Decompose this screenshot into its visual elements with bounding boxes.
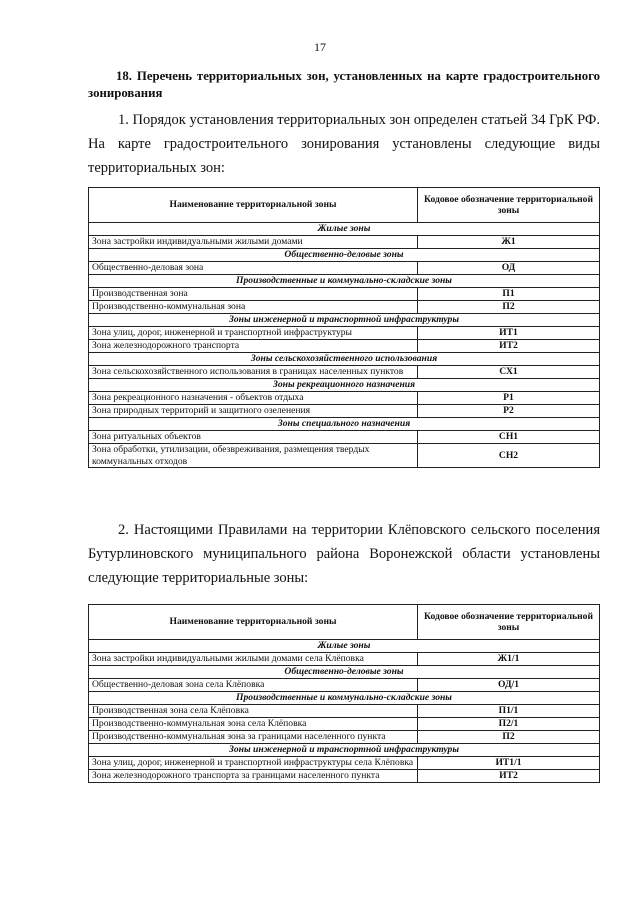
section-label: Жилые зоны — [89, 223, 600, 236]
table-row — [89, 444, 600, 468]
zone-code-cell: ОД — [418, 262, 600, 275]
table-section-row — [89, 353, 600, 366]
zone-code-cell: Р2 — [418, 405, 600, 418]
table-row — [89, 679, 600, 692]
zone-name-cell: Зона улиц, дорог, инженерной и транспортной инфраструктуры села Клёповка — [89, 757, 418, 770]
table-row — [89, 340, 600, 353]
table-section-row — [89, 666, 600, 679]
section-label: Производственные и коммунально-складские зоны — [89, 275, 600, 288]
page-number: 17 — [314, 40, 326, 54]
zone-name-cell: Общественно-деловая зона села Клёповка — [89, 679, 418, 692]
zone-name-cell: Производственная зона села Клёповка — [89, 705, 418, 718]
section-label: Зоны специального назначения — [89, 418, 600, 431]
zones-table-general — [88, 187, 600, 468]
table-row — [89, 327, 600, 340]
section-heading: 18. Перечень территориальных зон, установленных на карте градостроительного зонирования — [88, 69, 600, 100]
zone-name-cell: Производственно-коммунальная зона — [89, 301, 418, 314]
table-row — [89, 236, 600, 249]
zone-name-cell: Зона железнодорожного транспорта — [89, 340, 418, 353]
zone-code-cell: Ж1/1 — [418, 653, 600, 666]
table-section-row — [89, 223, 600, 236]
section-label: Зоны инженерной и транспортной инфраструктуры — [89, 314, 600, 327]
header-zone-code: Кодовое обозначение территориальной зоны — [418, 605, 600, 640]
zone-code-cell: П1/1 — [418, 705, 600, 718]
zone-code-cell: П2 — [418, 301, 600, 314]
table-section-row — [89, 640, 600, 653]
table-row — [89, 705, 600, 718]
zone-code-cell: ОД/1 — [418, 679, 600, 692]
header-zone-name: Наименование территориальной зоны — [89, 188, 418, 223]
table-header-row — [89, 188, 600, 223]
table-section-row — [89, 379, 600, 392]
table-row — [89, 731, 600, 744]
section-label: Общественно-деловые зоны — [89, 666, 600, 679]
zone-name-cell: Зона застройки индивидуальными жилыми домами — [89, 236, 418, 249]
zone-code-cell: ИТ1/1 — [418, 757, 600, 770]
zone-code-cell: ИТ2 — [418, 340, 600, 353]
table-section-row — [89, 314, 600, 327]
table-section-row — [89, 249, 600, 262]
zone-code-cell: ИТ1 — [418, 327, 600, 340]
zone-name-cell: Общественно-деловая зона — [89, 262, 418, 275]
table-row — [89, 757, 600, 770]
table-section-row — [89, 275, 600, 288]
section-label: Зоны сельскохозяйственного использования — [89, 353, 600, 366]
zone-name-cell: Производственно-коммунальная зона за границами населенного пункта — [89, 731, 418, 744]
zone-code-cell: Ж1 — [418, 236, 600, 249]
table-row — [89, 653, 600, 666]
table-row — [89, 288, 600, 301]
table-section-row — [89, 418, 600, 431]
table-row — [89, 405, 600, 418]
paragraph-2: 2. Настоящими Правилами на территории Клёповского сельского поселения Бутурлиновского муниципального района Воронежской области установлены следующие территориальные зоны: — [88, 522, 600, 586]
zone-code-cell: П2/1 — [418, 718, 600, 731]
zone-code-cell: П2 — [418, 731, 600, 744]
zone-name-cell: Зона ритуальных объектов — [89, 431, 418, 444]
table-row — [89, 718, 600, 731]
table-row — [89, 392, 600, 405]
zone-name-cell: Зона природных территорий и защитного озеленения — [89, 405, 418, 418]
zone-code-cell: Р1 — [418, 392, 600, 405]
section-label: Производственные и коммунально-складские зоны — [89, 692, 600, 705]
zone-code-cell: П1 — [418, 288, 600, 301]
zone-name-cell: Производственная зона — [89, 288, 418, 301]
table-row — [89, 431, 600, 444]
zone-code-cell: СН2 — [418, 444, 600, 468]
table-row — [89, 262, 600, 275]
section-label: Жилые зоны — [89, 640, 600, 653]
zones-table-klepovka — [88, 604, 600, 783]
zone-name-cell: Зона улиц, дорог, инженерной и транспортной инфраструктуры — [89, 327, 418, 340]
zone-name-cell: Производственно-коммунальная зона села Клёповка — [89, 718, 418, 731]
zone-name-cell: Зона железнодорожного транспорта за границами населенного пункта — [89, 770, 418, 783]
paragraph-1: 1. Порядок установления территориальных зон определен статьей 34 ГрК РФ. На карте градостроительного зонирования установлены следующие виды территориальных зон: — [88, 112, 600, 176]
zone-name-cell: Зона обработки, утилизации, обезвреживания, размещения твердых коммунальных отходов — [89, 444, 418, 468]
zone-name-cell: Зона сельскохозяйственного использования в границах населенных пунктов — [89, 366, 418, 379]
section-label: Зоны инженерной и транспортной инфраструктуры — [89, 744, 600, 757]
table-row — [89, 770, 600, 783]
table-header-row — [89, 605, 600, 640]
table-row — [89, 366, 600, 379]
zone-code-cell: СН1 — [418, 431, 600, 444]
section-label: Зоны рекреационного назначения — [89, 379, 600, 392]
table-section-row — [89, 692, 600, 705]
header-zone-name: Наименование территориальной зоны — [89, 605, 418, 640]
zone-name-cell: Зона рекреационного назначения - объектов отдыха — [89, 392, 418, 405]
zone-name-cell: Зона застройки индивидуальными жилыми домами села Клёповка — [89, 653, 418, 666]
section-label: Общественно-деловые зоны — [89, 249, 600, 262]
zone-code-cell: СХ1 — [418, 366, 600, 379]
zone-code-cell: ИТ2 — [418, 770, 600, 783]
table-section-row — [89, 744, 600, 757]
table-row — [89, 301, 600, 314]
header-zone-code: Кодовое обозначение территориальной зоны — [418, 188, 600, 223]
